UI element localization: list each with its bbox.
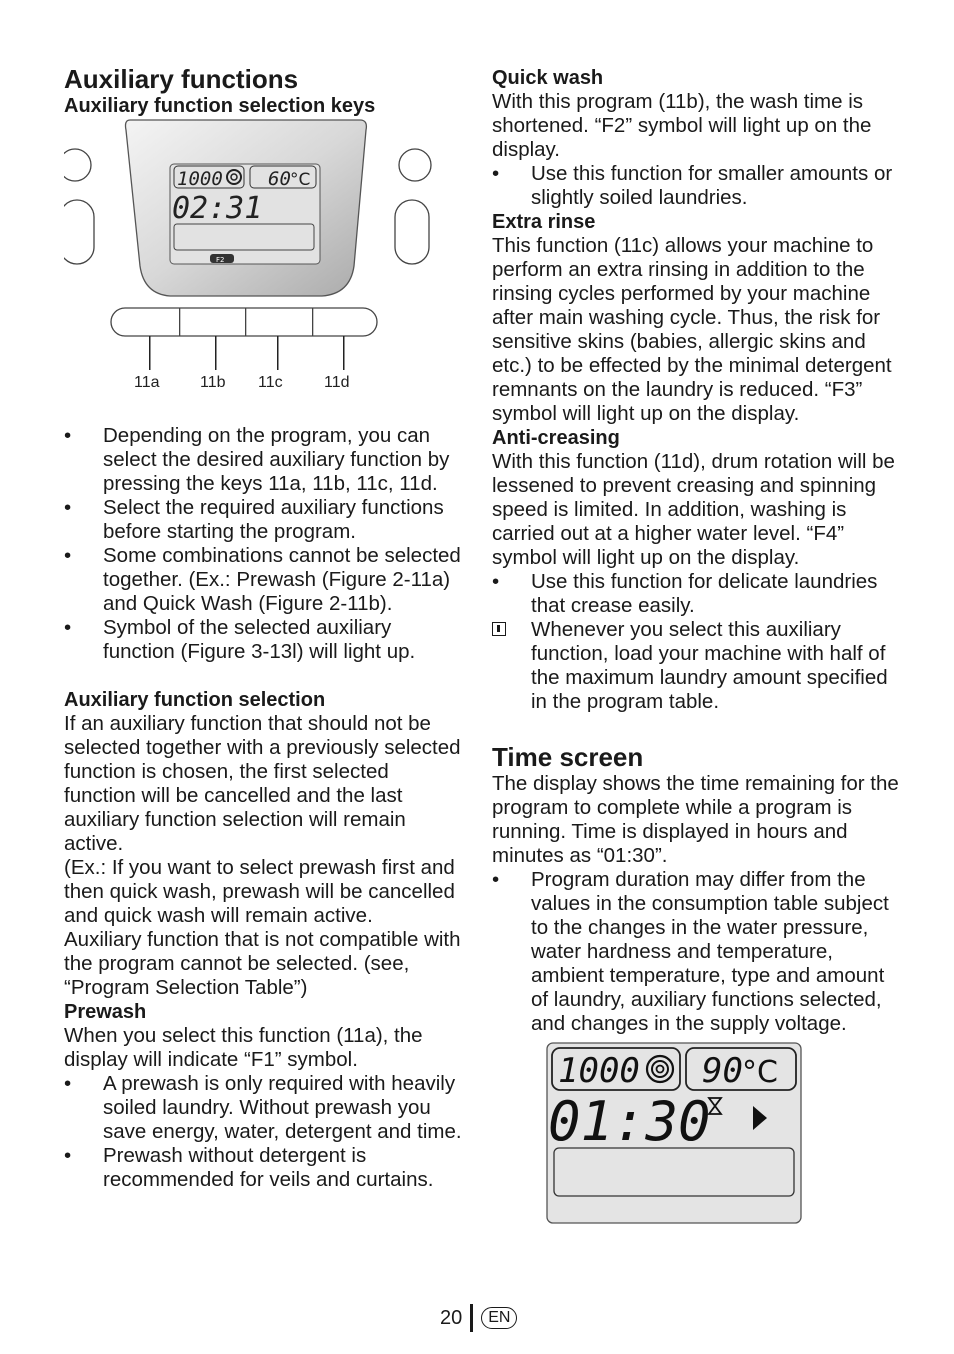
- list-item: • A prewash is only required with heavily soiled laundry. Without prewash you save energy, water, detergent and time.: [64, 1072, 462, 1143]
- lcd-time: 01:30: [548, 1090, 711, 1153]
- page-footer: [440, 1304, 517, 1332]
- list-item: • Program duration may differ from the values in the consumption table subject to the changes in the water pressure, water hardness and temperature, ambient temperature, type and amount of laundry, auxiliary functions selected, and changes in the supply voltage.: [492, 868, 889, 1035]
- lcd-temp-unit: °C: [290, 170, 311, 190]
- lcd-spin-value: 1000: [177, 168, 223, 190]
- list-item: • Some combinations cannot be selected together. (Ex.: Prewash (Figure 2-11a) and Quick Wash (Figure 2-11b).: [64, 544, 461, 615]
- paragraph: (Ex.: If you want to select prewash first and then quick wash, prewash will be cancelled and quick wash will remain active.: [64, 856, 455, 927]
- key-label-11a: 11a: [134, 374, 160, 391]
- lcd-time: 02:31: [172, 191, 263, 226]
- paragraph: The display shows the time remaining for the program to complete while a program is running. Time is displayed in hours and minutes as “01:30”.: [492, 772, 899, 867]
- list-item: • Use this function for delicate laundries that crease easily.: [492, 570, 878, 617]
- note-item: Whenever you select this auxiliary function, load your machine with half of the maximum laundry amount specified in the program table.: [492, 618, 902, 714]
- paragraph: When you select this function (11a), the display will indicate “F1” symbol.: [64, 1024, 423, 1071]
- section-title: Auxiliary functions: [64, 64, 299, 94]
- left-column: [64, 64, 464, 1192]
- heading-time-screen: Time screen: [492, 742, 644, 772]
- heading-prewash: Prewash: [64, 1001, 147, 1023]
- list-item: • Use this function for smaller amounts or slightly soiled laundries.: [492, 162, 893, 209]
- footer-divider: [470, 1304, 473, 1332]
- page-number: 20: [440, 1306, 463, 1329]
- paragraph: This function (11c) allows your machine to perform an extra rinsing in addition to the rinsing cycles performed by your machine after main washing cycle. Thus, the risk for sensitive skins (babies, allergic skins and etc.) to be effected by the minimal detergent remnants on the laundry is reduced. “F3” symbol will light up on the display.: [492, 234, 892, 425]
- list-item: • Depending on the program, you can select the desired auxiliary function by pressing the keys 11a, 11b, 11c, 11d.: [64, 424, 450, 495]
- paragraph: With this function (11d), drum rotation will be lessened to prevent creasing and spinning speed is limited. In addition, washing is carried out at a higher water level. “F4” symbol will light up on the display.: [492, 450, 895, 569]
- list-item: • Prewash without detergent is recommended for veils and curtains.: [64, 1144, 434, 1191]
- info-icon: [492, 622, 506, 636]
- lcd-flag: F2: [216, 256, 225, 264]
- lcd-temp-unit: °C: [742, 1055, 778, 1090]
- lcd-temp-value: 60: [268, 168, 291, 190]
- right-column: [492, 66, 902, 1226]
- list-item: • Symbol of the selected auxiliary function (Figure 3-13l) will light up.: [64, 616, 416, 663]
- heading-anti-creasing: Anti-creasing: [492, 427, 620, 449]
- key-label-11b: 11b: [200, 374, 226, 391]
- language-badge: EN: [481, 1307, 517, 1329]
- paragraph: With this program (11b), the wash time is shortened. “F2” symbol will light up on the display.: [492, 90, 872, 161]
- key-label-11c: 11c: [258, 374, 283, 391]
- lcd-temp-value: 90: [702, 1051, 743, 1091]
- paragraph: If an auxiliary function that should not be selected together with a previously selected function is chosen, the first selected function will be cancelled and the last auxiliary function selection will remain active.: [64, 712, 461, 855]
- list-item: • Select the required auxiliary functions before starting the program.: [64, 496, 444, 543]
- key-label-11d: 11d: [324, 374, 350, 391]
- bullet-list-keys: [64, 424, 464, 664]
- heading-auxiliary-selection: Auxiliary function selection: [64, 689, 326, 711]
- control-panel-figure: [64, 118, 464, 436]
- section-subtitle: Auxiliary function selection keys: [64, 95, 376, 117]
- lcd-spin-value: 1000: [558, 1051, 640, 1091]
- paragraph: Auxiliary function that is not compatible with the program cannot be selected. (see, “Program Selection Table”): [64, 928, 461, 999]
- heading-quick-wash: Quick wash: [492, 67, 604, 89]
- time-display-figure: [546, 1042, 802, 1226]
- control-panel-illustration: [64, 118, 464, 436]
- lcd-display-illustration: [546, 1042, 802, 1226]
- heading-extra-rinse: Extra rinse: [492, 211, 596, 233]
